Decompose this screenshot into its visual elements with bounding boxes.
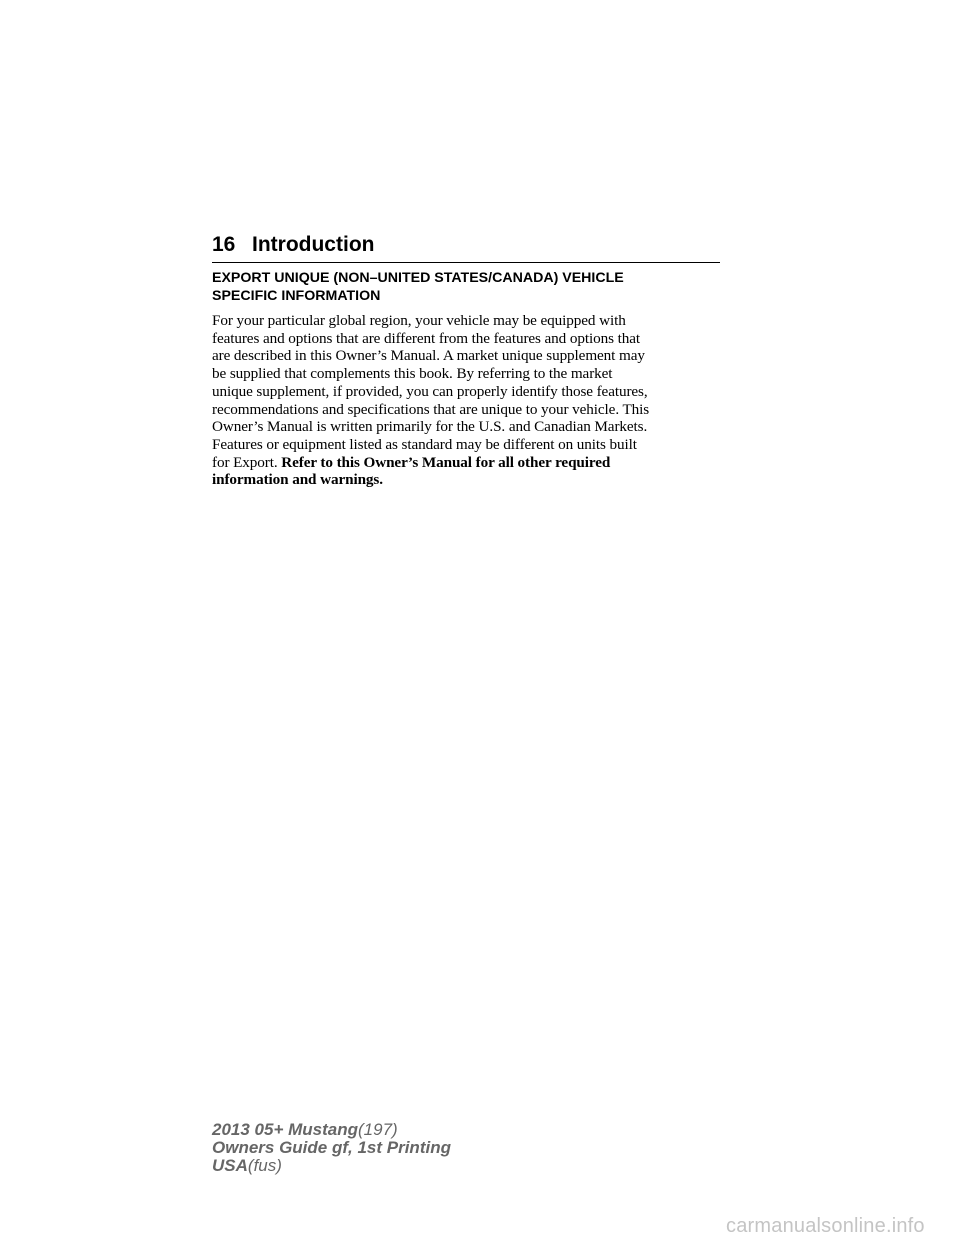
footer-market: USA	[212, 1156, 248, 1175]
section-title: Introduction	[252, 233, 375, 256]
footer-market-code: (fus)	[247, 1156, 282, 1175]
page-header	[212, 232, 720, 263]
body-line: unique supplement, if provided, you can properly identify those features,	[212, 382, 648, 400]
page-number: 16	[212, 233, 236, 256]
section-heading-line-1: EXPORT UNIQUE (NON–UNITED STATES/CANADA) VEHICLE	[212, 270, 624, 286]
print-footer	[212, 1121, 451, 1175]
body-paragraph	[212, 312, 724, 489]
footer-model: 2013 05+ Mustang	[212, 1120, 358, 1139]
page-content	[212, 270, 724, 489]
body-line: Features or equipment listed as standard may be different on units built	[212, 435, 637, 453]
body-line: recommendations and specifications that are unique to your vehicle. This	[212, 400, 650, 418]
body-line-prefix: for Export.	[212, 453, 282, 471]
section-heading	[212, 270, 724, 305]
emphasis-text: Refer to this Owner’s Manual for all other required	[281, 453, 611, 471]
footer-guide: Owners Guide gf, 1st Printing	[212, 1138, 451, 1157]
body-line: are described in this Owner’s Manual. A market unique supplement may	[212, 347, 645, 365]
site-watermark: carmanualsonline.info	[726, 1215, 925, 1237]
body-line: Owner’s Manual is written primarily for the U.S. and Canadian Markets.	[212, 418, 648, 436]
emphasis-text: information and warnings.	[212, 471, 383, 489]
body-line: For your particular global region, your vehicle may be equipped with	[212, 312, 626, 329]
body-line: features and options that are different from the features and options that	[212, 329, 640, 347]
body-line: be supplied that complements this book. By referring to the market	[212, 365, 613, 383]
section-heading-line-2: SPECIFIC INFORMATION	[212, 287, 381, 304]
footer-model-code: (197)	[358, 1120, 398, 1139]
